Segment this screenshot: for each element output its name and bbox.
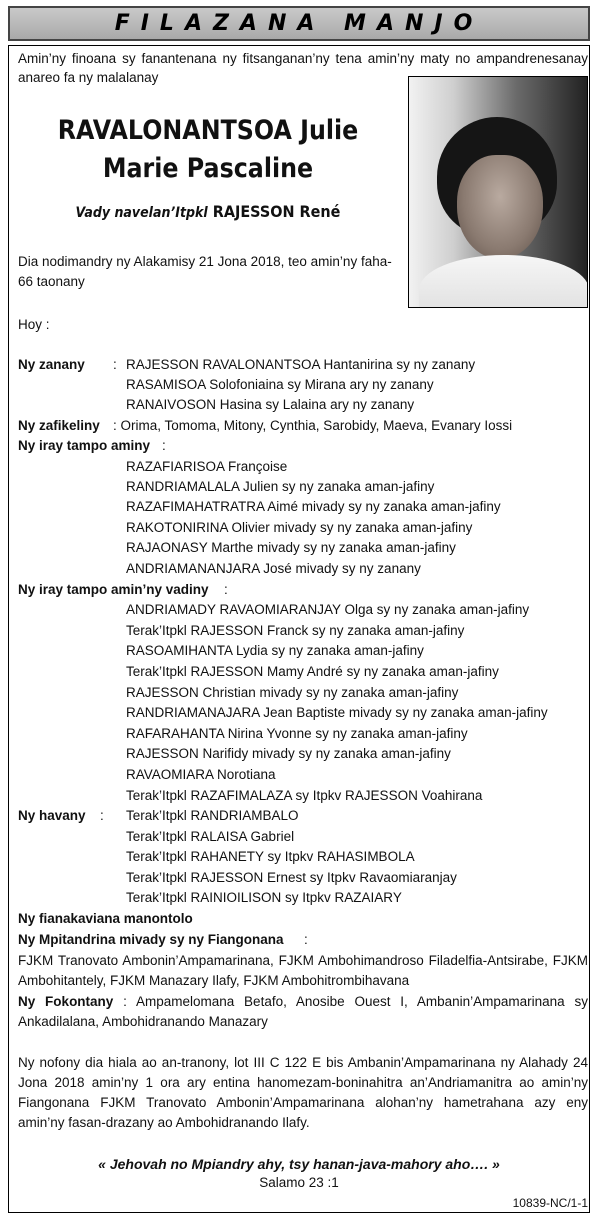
funeral-text: Ny nofony dia hiala ao an-tranony, lot III C 122 E bis Ambanin’Ampamarinana ny Alahady 24 Jona 2018 amin’ny 1 ora ary entina hanomezam-boninahitra an’Andriamanitra ao amin’ny Fiangonana FJKM Tranovato Ambonin’Ampamarinana alohan’ny hametrahana azy eny amin’ny fasan-drazany ao Ambohidranando Ilafy.	[18, 1055, 588, 1130]
zafikeliny-label: Ny zafikeliny	[18, 418, 100, 433]
zafikeliny-text: : Orima, Tomoma, Mitony, Cynthia, Sarobidy, Maeva, Evanary Iossi	[113, 418, 513, 433]
iray-tampo-vady-line: RANDRIAMANAJARA Jean Baptiste mivady sy ny zanaka aman-jafiny	[126, 705, 548, 720]
havany-label: Ny havany	[18, 808, 86, 823]
fianakaviana-label: Ny fianakaviana manontolo	[18, 911, 193, 926]
iray-tampo-vady-line: RAJESSON Narifidy mivady sy ny zanaka aman-jafiny	[126, 746, 451, 761]
fokontany-label: Ny Fokontany	[18, 994, 114, 1009]
notice-reference: 10839-NC/1-1	[512, 1196, 588, 1210]
widow-line	[37, 202, 379, 221]
widow-prefix: Vady navelan’Itpkl	[75, 205, 208, 221]
havany-line: Terak’Itpkl RAJESSON Ernest sy Itpkv Ravaomiaranjay	[126, 870, 457, 885]
zanany-sep: :	[113, 357, 117, 372]
iray-tampo-sep: :	[162, 438, 166, 453]
zanany-line: RAJESSON RAVALONANTSOA Hantanirina sy ny zanany	[126, 357, 476, 372]
havany-line: Terak’Itpkl RANDRIAMBALO	[126, 808, 299, 823]
mpitandrina-sep: :	[304, 932, 308, 947]
iray-tampo-line: RAJAONASY Marthe mivady sy ny zanaka aman-jafiny	[126, 540, 456, 555]
iray-tampo-vady-label: Ny iray tampo amin’ny vadiny	[18, 582, 209, 597]
header-title: FILAZANA MANJO	[114, 11, 484, 36]
intro-text: Amin’ny finoana sy fanantenana ny fitsanganan’ny tena amin’ny maty no ampandrenesanay anareo fa ny malalanay	[18, 51, 588, 85]
fokontany-block	[18, 992, 588, 1032]
havany-line: Terak’Itpkl RAINIOILISON sy Itpkv RAZAIARY	[126, 890, 402, 905]
iray-tampo-vady-line: Terak’Itpkl RAJESSON Franck sy ny zanaka aman-jafiny	[126, 623, 465, 638]
deceased-name-line2: Marie Pascaline	[102, 153, 314, 184]
death-notice: Dia nodimandry ny Alakamisy 21 Jona 2018, teo amin’ny faha-66 taonany	[18, 254, 392, 289]
iray-tampo-vady-line: RAFARAHANTA Nirina Yvonne sy ny zanaka aman-jafiny	[126, 726, 468, 741]
fokontany-text: : Ampamelomana Betafo, Anosibe Ouest I, Ambanin’Ampamarinana sy Ankadilalana, Ambohidranando Manazary	[18, 994, 588, 1029]
iray-tampo-line: ANDRIAMANANJARA José mivady sy ny zanany	[126, 561, 421, 576]
iray-tampo-vady-line: RAVAOMIARA Norotiana	[126, 767, 276, 782]
mpitandrina-text: FJKM Tranovato Ambonin’Ampamarinana, FJKM Ambohimandroso Filadelfia-Antsirabe, FJKM Ambohitantely, FJKM Manazary Ilafy, FJKM Ambohitrombihavana	[18, 953, 588, 988]
zanany-label: Ny zanany	[18, 357, 85, 372]
header-banner	[8, 6, 590, 41]
iray-tampo-vady-line: Terak’Itpkl RAZAFIMALAZA sy Itpkv RAJESSON Voahirana	[126, 788, 483, 803]
deceased-name-line1: RAVALONANTSOA Julie	[57, 115, 359, 146]
iray-tampo-line: RAZAFIMAHATRATRA Aimé mivady sy ny zanaka aman-jafiny	[126, 499, 501, 514]
iray-tampo-line: RANDRIAMALALA Julien sy ny zanaka aman-jafiny	[126, 479, 435, 494]
iray-tampo-vady-line: ANDRIAMADY RAVAOMIARANJAY Olga sy ny zanaka aman-jafiny	[126, 602, 530, 617]
iray-tampo-vady-sep: :	[224, 582, 228, 597]
zanany-line: RANAIVOSON Hasina sy Lalaina ary ny zanany	[126, 397, 415, 412]
zanany-line: RASAMISOA Solofoniaina sy Mirana ary ny zanany	[126, 377, 434, 392]
bible-quote: « Jehovah no Mpiandry ahy, tsy hanan-java-mahory aho…. »	[98, 1156, 500, 1172]
havany-sep: :	[100, 808, 104, 823]
iray-tampo-vady-line: RASOAMIHANTA Lydia sy ny zanaka aman-jafiny	[126, 643, 424, 658]
hoy-label: Hoy :	[18, 317, 50, 332]
deceased-photo	[408, 76, 588, 308]
havany-line: Terak’Itpkl RALAISA Gabriel	[126, 829, 295, 844]
iray-tampo-line: RAKOTONIRINA Olivier mivady sy ny zanaka aman-jafiny	[126, 520, 473, 535]
havany-line: Terak’Itpkl RAHANETY sy Itpkv RAHASIMBOLA	[126, 849, 415, 864]
iray-tampo-line: RAZAFIARISOA Françoise	[126, 459, 288, 474]
iray-tampo-vady-line: Terak’Itpkl RAJESSON Mamy André sy ny zanaka aman-jafiny	[126, 664, 499, 679]
mpitandrina-label: Ny Mpitandrina mivady sy ny Fiangonana	[18, 932, 284, 947]
iray-tampo-label: Ny iray tampo aminy	[18, 438, 151, 453]
psalm-reference: Salamo 23 :1	[259, 1175, 339, 1190]
widow-name: RAJESSON René	[212, 202, 341, 221]
iray-tampo-vady-line: RAJESSON Christian mivady sy ny zanaka aman-jafiny	[126, 685, 459, 700]
